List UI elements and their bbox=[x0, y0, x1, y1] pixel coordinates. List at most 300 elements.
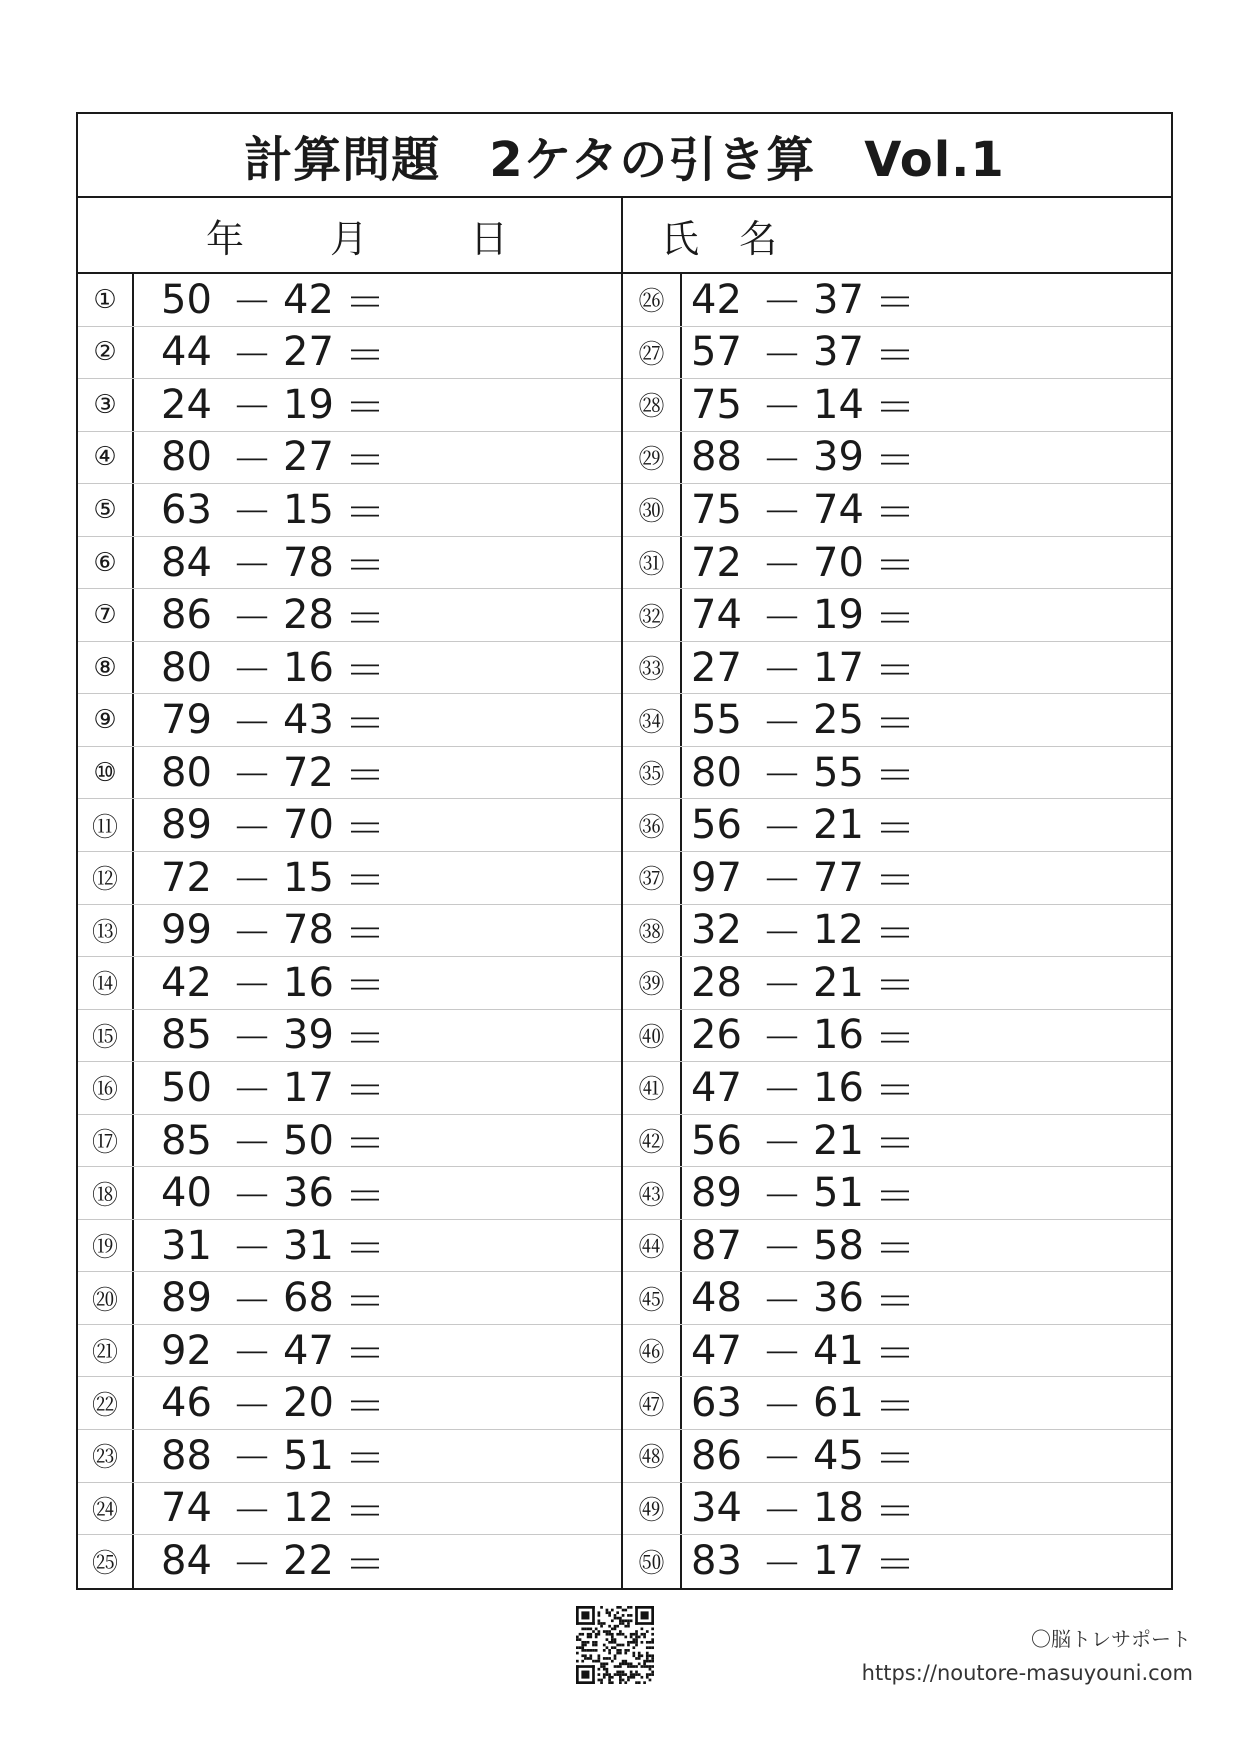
minus-sign: － bbox=[762, 1015, 802, 1062]
problem-row bbox=[623, 432, 1171, 485]
minus-sign: － bbox=[762, 385, 802, 432]
minus-sign: － bbox=[232, 1331, 272, 1378]
equals-sign: ＝ bbox=[875, 385, 915, 432]
problem-number: ⑥ bbox=[78, 537, 134, 589]
problem-number: ㉘ bbox=[623, 379, 682, 431]
problem-row bbox=[623, 852, 1171, 905]
problem-number: ⑲ bbox=[78, 1220, 134, 1272]
problem-expression[interactable] bbox=[134, 1220, 621, 1272]
problem-expression[interactable] bbox=[682, 1115, 1171, 1167]
equals-sign: ＝ bbox=[875, 700, 915, 747]
problem-row bbox=[78, 1377, 621, 1430]
minus-sign: － bbox=[762, 1121, 802, 1168]
problem-number: ㉞ bbox=[623, 694, 682, 746]
problem-number: ㉕ bbox=[78, 1535, 134, 1588]
minus-sign: － bbox=[232, 1226, 272, 1273]
minus-sign: － bbox=[232, 805, 272, 852]
minuend: 80 bbox=[691, 749, 742, 796]
equals-sign: ＝ bbox=[875, 543, 915, 590]
problem-row bbox=[623, 1220, 1171, 1273]
problem-expression[interactable] bbox=[682, 1535, 1171, 1588]
minuend: 87 bbox=[691, 1222, 742, 1269]
subtrahend: 21 bbox=[813, 802, 864, 849]
problem-row bbox=[623, 327, 1171, 380]
left-problem-column bbox=[78, 274, 623, 1588]
problem-expression[interactable] bbox=[134, 799, 621, 851]
problem-number: ㊻ bbox=[623, 1325, 682, 1377]
problem-number: ㊺ bbox=[623, 1272, 682, 1324]
equals-sign: ＝ bbox=[875, 1226, 915, 1273]
minus-sign: － bbox=[232, 1121, 272, 1168]
minuend: 56 bbox=[691, 1117, 742, 1164]
minuend: 80 bbox=[161, 749, 212, 796]
problem-number: ⑯ bbox=[78, 1062, 134, 1114]
minuend: 32 bbox=[691, 907, 742, 954]
worksheet-title: 計算問題 2ケタの引き算 Vol.1 bbox=[78, 114, 1171, 198]
problem-number: ㉚ bbox=[623, 484, 682, 536]
name-field[interactable] bbox=[623, 198, 1171, 272]
minuend: 24 bbox=[161, 381, 212, 428]
subtrahend: 12 bbox=[813, 907, 864, 954]
problem-expression[interactable] bbox=[134, 274, 621, 326]
problem-number: ㊴ bbox=[623, 957, 682, 1009]
subtrahend: 70 bbox=[283, 802, 334, 849]
subtrahend: 39 bbox=[283, 1012, 334, 1059]
equals-sign: ＝ bbox=[875, 1121, 915, 1168]
minuend: 89 bbox=[161, 1275, 212, 1322]
minus-sign: － bbox=[762, 1173, 802, 1220]
minuend: 99 bbox=[161, 907, 212, 954]
problem-expression[interactable] bbox=[682, 274, 1171, 326]
problem-row bbox=[78, 1535, 621, 1588]
problem-row bbox=[623, 747, 1171, 800]
equals-sign: ＝ bbox=[875, 1015, 915, 1062]
problem-expression[interactable] bbox=[134, 1430, 621, 1482]
minus-sign: － bbox=[762, 1331, 802, 1378]
equals-sign: ＝ bbox=[345, 437, 385, 484]
problem-number: ⑤ bbox=[78, 484, 134, 536]
minus-sign: － bbox=[762, 1488, 802, 1535]
problem-expression[interactable] bbox=[134, 747, 621, 799]
minus-sign: － bbox=[232, 1173, 272, 1220]
subtrahend: 19 bbox=[283, 381, 334, 428]
minuend: 40 bbox=[161, 1170, 212, 1217]
subtrahend: 42 bbox=[283, 276, 334, 323]
problem-row bbox=[623, 1115, 1171, 1168]
problem-expression[interactable] bbox=[682, 1377, 1171, 1429]
problem-number: ㉓ bbox=[78, 1430, 134, 1482]
minuend: 84 bbox=[161, 539, 212, 586]
subtrahend: 28 bbox=[283, 592, 334, 639]
minus-sign: － bbox=[232, 1278, 272, 1325]
problem-number: ㊵ bbox=[623, 1010, 682, 1062]
minus-sign: － bbox=[232, 1541, 272, 1588]
subtrahend: 78 bbox=[283, 539, 334, 586]
minuend: 48 bbox=[691, 1275, 742, 1322]
problem-number: ㊽ bbox=[623, 1430, 682, 1482]
minuend: 47 bbox=[691, 1064, 742, 1111]
problem-expression[interactable] bbox=[682, 1062, 1171, 1114]
subtrahend: 55 bbox=[813, 749, 864, 796]
subtrahend: 27 bbox=[283, 434, 334, 481]
problem-row bbox=[78, 537, 621, 590]
minuend: 28 bbox=[691, 959, 742, 1006]
problem-number: ⑫ bbox=[78, 852, 134, 904]
problem-number: ① bbox=[78, 274, 134, 326]
problem-row bbox=[78, 747, 621, 800]
problem-row bbox=[78, 484, 621, 537]
minus-sign: － bbox=[762, 910, 802, 957]
problem-row bbox=[78, 799, 621, 852]
date-field[interactable] bbox=[78, 198, 623, 272]
subtrahend: 20 bbox=[283, 1380, 334, 1427]
problem-expression[interactable] bbox=[134, 1062, 621, 1114]
minus-sign: － bbox=[232, 1436, 272, 1483]
subtrahend: 36 bbox=[283, 1170, 334, 1217]
problem-number: ㉝ bbox=[623, 642, 682, 694]
subtrahend: 50 bbox=[283, 1117, 334, 1164]
problem-expression[interactable] bbox=[682, 484, 1171, 536]
equals-sign: ＝ bbox=[875, 648, 915, 695]
minus-sign: － bbox=[232, 1015, 272, 1062]
equals-sign: ＝ bbox=[875, 805, 915, 852]
minuend: 86 bbox=[161, 592, 212, 639]
minus-sign: － bbox=[762, 332, 802, 379]
problem-row bbox=[78, 1430, 621, 1483]
problem-expression[interactable] bbox=[682, 747, 1171, 799]
site-url-link[interactable]: https://noutore-masuyouni.com bbox=[861, 1661, 1193, 1685]
minus-sign: － bbox=[232, 700, 272, 747]
problem-row bbox=[78, 1115, 621, 1168]
problem-expression[interactable] bbox=[682, 1325, 1171, 1377]
minus-sign: － bbox=[762, 437, 802, 484]
problem-expression[interactable] bbox=[682, 432, 1171, 484]
problem-number: ㉟ bbox=[623, 747, 682, 799]
problem-expression[interactable] bbox=[134, 1483, 621, 1535]
equals-sign: ＝ bbox=[345, 700, 385, 747]
subtrahend: 36 bbox=[813, 1275, 864, 1322]
minus-sign: － bbox=[232, 332, 272, 379]
problem-row bbox=[78, 1062, 621, 1115]
minuend: 84 bbox=[161, 1538, 212, 1585]
problem-number: ㊿ bbox=[623, 1535, 682, 1588]
month-label: 月 bbox=[330, 216, 369, 261]
minus-sign: － bbox=[762, 963, 802, 1010]
problem-number: ② bbox=[78, 327, 134, 379]
problem-row bbox=[78, 379, 621, 432]
subtrahend: 47 bbox=[283, 1327, 334, 1374]
equals-sign: ＝ bbox=[345, 595, 385, 642]
problem-expression[interactable] bbox=[134, 1167, 621, 1219]
minuend: 97 bbox=[691, 854, 742, 901]
minus-sign: － bbox=[762, 700, 802, 747]
problem-expression[interactable] bbox=[134, 432, 621, 484]
minus-sign: － bbox=[232, 648, 272, 695]
problem-number: ㉛ bbox=[623, 537, 682, 589]
minus-sign: － bbox=[762, 543, 802, 590]
problem-number: ㉒ bbox=[78, 1377, 134, 1429]
equals-sign: ＝ bbox=[875, 1488, 915, 1535]
equals-sign: ＝ bbox=[345, 385, 385, 432]
minuend: 63 bbox=[161, 486, 212, 533]
minus-sign: － bbox=[232, 280, 272, 327]
minus-sign: － bbox=[762, 595, 802, 642]
equals-sign: ＝ bbox=[875, 1173, 915, 1220]
problem-row bbox=[623, 905, 1171, 958]
problem-expression[interactable] bbox=[134, 379, 621, 431]
problem-number: ⑪ bbox=[78, 799, 134, 851]
minus-sign: － bbox=[232, 1488, 272, 1535]
equals-sign: ＝ bbox=[345, 753, 385, 800]
minuend: 46 bbox=[161, 1380, 212, 1427]
minuend: 72 bbox=[691, 539, 742, 586]
minuend: 47 bbox=[691, 1327, 742, 1374]
problem-row bbox=[623, 1483, 1171, 1536]
problem-row bbox=[623, 1535, 1171, 1588]
minus-sign: － bbox=[762, 753, 802, 800]
problem-number: ⑦ bbox=[78, 589, 134, 641]
problem-expression[interactable] bbox=[682, 1483, 1171, 1535]
equals-sign: ＝ bbox=[345, 1226, 385, 1273]
minuend: 83 bbox=[691, 1538, 742, 1585]
problem-number: ⑰ bbox=[78, 1115, 134, 1167]
minus-sign: － bbox=[232, 490, 272, 537]
equals-sign: ＝ bbox=[345, 648, 385, 695]
problem-row bbox=[78, 1483, 621, 1536]
problem-expression[interactable] bbox=[682, 799, 1171, 851]
problem-row bbox=[78, 1325, 621, 1378]
problem-number: ㊶ bbox=[623, 1062, 682, 1114]
info-row bbox=[78, 198, 1171, 274]
problem-row bbox=[623, 1325, 1171, 1378]
problem-number: ⑬ bbox=[78, 905, 134, 957]
subtrahend: 45 bbox=[813, 1432, 864, 1479]
minuend: 85 bbox=[161, 1012, 212, 1059]
minuend: 79 bbox=[161, 697, 212, 744]
minuend: 85 bbox=[161, 1117, 212, 1164]
problem-expression[interactable] bbox=[134, 852, 621, 904]
qr-code-icon[interactable] bbox=[576, 1606, 654, 1684]
minuend: 42 bbox=[691, 276, 742, 323]
problem-expression[interactable] bbox=[134, 589, 621, 641]
problem-expression[interactable] bbox=[134, 1272, 621, 1324]
problem-number: ㉖ bbox=[623, 274, 682, 326]
subtrahend: 43 bbox=[283, 697, 334, 744]
subtrahend: 21 bbox=[813, 1117, 864, 1164]
equals-sign: ＝ bbox=[345, 1383, 385, 1430]
minuend: 50 bbox=[161, 276, 212, 323]
year-label: 年 bbox=[206, 216, 245, 261]
problem-number: ㉗ bbox=[623, 327, 682, 379]
minuend: 74 bbox=[691, 592, 742, 639]
problem-expression[interactable] bbox=[682, 327, 1171, 379]
problem-number: ㊱ bbox=[623, 799, 682, 851]
minus-sign: － bbox=[762, 1226, 802, 1273]
subtrahend: 39 bbox=[813, 434, 864, 481]
problem-expression[interactable] bbox=[682, 642, 1171, 694]
problem-expression[interactable] bbox=[134, 642, 621, 694]
equals-sign: ＝ bbox=[345, 963, 385, 1010]
problem-expression[interactable] bbox=[682, 905, 1171, 957]
equals-sign: ＝ bbox=[345, 858, 385, 905]
problem-row bbox=[623, 694, 1171, 747]
minus-sign: － bbox=[232, 385, 272, 432]
minus-sign: － bbox=[762, 648, 802, 695]
problem-number: ⑩ bbox=[78, 747, 134, 799]
subtrahend: 68 bbox=[283, 1275, 334, 1322]
minuend: 55 bbox=[691, 697, 742, 744]
minus-sign: － bbox=[232, 1383, 272, 1430]
problem-row bbox=[623, 1430, 1171, 1483]
brand-label: 〇脳トレサポート bbox=[1031, 1627, 1191, 1651]
problem-number: ㊾ bbox=[623, 1483, 682, 1535]
problem-row bbox=[78, 432, 621, 485]
problem-expression[interactable] bbox=[682, 379, 1171, 431]
subtrahend: 74 bbox=[813, 486, 864, 533]
equals-sign: ＝ bbox=[345, 490, 385, 537]
subtrahend: 72 bbox=[283, 749, 334, 796]
subtrahend: 41 bbox=[813, 1327, 864, 1374]
subtrahend: 25 bbox=[813, 697, 864, 744]
problem-row bbox=[78, 274, 621, 327]
subtrahend: 16 bbox=[283, 644, 334, 691]
subtrahend: 16 bbox=[813, 1064, 864, 1111]
day-label: 日 bbox=[470, 216, 509, 261]
subtrahend: 12 bbox=[283, 1485, 334, 1532]
minuend: 92 bbox=[161, 1327, 212, 1374]
subtrahend: 15 bbox=[283, 486, 334, 533]
equals-sign: ＝ bbox=[875, 332, 915, 379]
equals-sign: ＝ bbox=[345, 1541, 385, 1588]
equals-sign: ＝ bbox=[875, 280, 915, 327]
minuend: 80 bbox=[161, 434, 212, 481]
problem-row bbox=[78, 1272, 621, 1325]
minus-sign: － bbox=[762, 1436, 802, 1483]
problem-number: ⑧ bbox=[78, 642, 134, 694]
subtrahend: 18 bbox=[813, 1485, 864, 1532]
problem-expression[interactable] bbox=[682, 537, 1171, 589]
problem-number: ㊼ bbox=[623, 1377, 682, 1429]
problem-expression[interactable] bbox=[134, 484, 621, 536]
subtrahend: 77 bbox=[813, 854, 864, 901]
subtrahend: 22 bbox=[283, 1538, 334, 1585]
problem-number: ㉜ bbox=[623, 589, 682, 641]
minuend: 89 bbox=[691, 1170, 742, 1217]
problem-number: ③ bbox=[78, 379, 134, 431]
equals-sign: ＝ bbox=[345, 910, 385, 957]
problem-expression[interactable] bbox=[134, 1377, 621, 1429]
subtrahend: 17 bbox=[813, 1538, 864, 1585]
problem-expression[interactable] bbox=[134, 694, 621, 746]
minus-sign: － bbox=[762, 1541, 802, 1588]
subtrahend: 61 bbox=[813, 1380, 864, 1427]
subtrahend: 15 bbox=[283, 854, 334, 901]
problem-expression[interactable] bbox=[134, 1325, 621, 1377]
problem-expression[interactable] bbox=[134, 905, 621, 957]
problem-row bbox=[623, 1167, 1171, 1220]
problem-number: ⑭ bbox=[78, 957, 134, 1009]
equals-sign: ＝ bbox=[345, 1488, 385, 1535]
equals-sign: ＝ bbox=[345, 1173, 385, 1220]
equals-sign: ＝ bbox=[875, 1068, 915, 1115]
minuend: 27 bbox=[691, 644, 742, 691]
problem-number: ㉑ bbox=[78, 1325, 134, 1377]
problem-expression[interactable] bbox=[134, 1115, 621, 1167]
minuend: 42 bbox=[161, 959, 212, 1006]
minuend: 50 bbox=[161, 1064, 212, 1111]
problem-expression[interactable] bbox=[134, 1010, 621, 1062]
subtrahend: 17 bbox=[283, 1064, 334, 1111]
problem-row bbox=[78, 642, 621, 695]
minus-sign: － bbox=[762, 805, 802, 852]
problem-expression[interactable] bbox=[682, 957, 1171, 1009]
problem-row bbox=[78, 905, 621, 958]
equals-sign: ＝ bbox=[345, 1436, 385, 1483]
subtrahend: 51 bbox=[283, 1432, 334, 1479]
subtrahend: 14 bbox=[813, 381, 864, 428]
minuend: 26 bbox=[691, 1012, 742, 1059]
subtrahend: 70 bbox=[813, 539, 864, 586]
problem-expression[interactable] bbox=[682, 1167, 1171, 1219]
minuend: 89 bbox=[161, 802, 212, 849]
subtrahend: 31 bbox=[283, 1222, 334, 1269]
problem-row bbox=[623, 274, 1171, 327]
problem-expression[interactable] bbox=[682, 852, 1171, 904]
problem-number: ㉙ bbox=[623, 432, 682, 484]
problem-number: ㉔ bbox=[78, 1483, 134, 1535]
minus-sign: － bbox=[232, 543, 272, 590]
problem-row bbox=[623, 1272, 1171, 1325]
problem-row bbox=[78, 852, 621, 905]
subtrahend: 37 bbox=[813, 329, 864, 376]
minus-sign: － bbox=[232, 437, 272, 484]
problem-row bbox=[623, 484, 1171, 537]
problem-row bbox=[623, 537, 1171, 590]
equals-sign: ＝ bbox=[345, 1331, 385, 1378]
equals-sign: ＝ bbox=[875, 910, 915, 957]
problem-row bbox=[78, 327, 621, 380]
problem-expression[interactable] bbox=[682, 1272, 1171, 1324]
minuend: 44 bbox=[161, 329, 212, 376]
problem-expression[interactable] bbox=[682, 694, 1171, 746]
minus-sign: － bbox=[762, 1068, 802, 1115]
subtrahend: 17 bbox=[813, 644, 864, 691]
problem-grid bbox=[78, 274, 1171, 1588]
problem-row bbox=[78, 589, 621, 642]
problem-expression[interactable] bbox=[682, 1220, 1171, 1272]
problem-number: ⑨ bbox=[78, 694, 134, 746]
subtrahend: 78 bbox=[283, 907, 334, 954]
problem-expression[interactable] bbox=[682, 589, 1171, 641]
problem-expression[interactable] bbox=[682, 1430, 1171, 1482]
problem-expression[interactable] bbox=[134, 537, 621, 589]
subtrahend: 51 bbox=[813, 1170, 864, 1217]
right-problem-column bbox=[623, 274, 1171, 1588]
minuend: 72 bbox=[161, 854, 212, 901]
problem-row bbox=[78, 1220, 621, 1273]
problem-expression[interactable] bbox=[134, 957, 621, 1009]
minuend: 74 bbox=[161, 1485, 212, 1532]
minuend: 86 bbox=[691, 1432, 742, 1479]
equals-sign: ＝ bbox=[345, 1121, 385, 1168]
minuend: 57 bbox=[691, 329, 742, 376]
problem-expression[interactable] bbox=[134, 327, 621, 379]
minuend: 63 bbox=[691, 1380, 742, 1427]
minus-sign: － bbox=[762, 1278, 802, 1325]
problem-row bbox=[623, 589, 1171, 642]
problem-expression[interactable] bbox=[682, 1010, 1171, 1062]
problem-expression[interactable] bbox=[134, 1535, 621, 1588]
